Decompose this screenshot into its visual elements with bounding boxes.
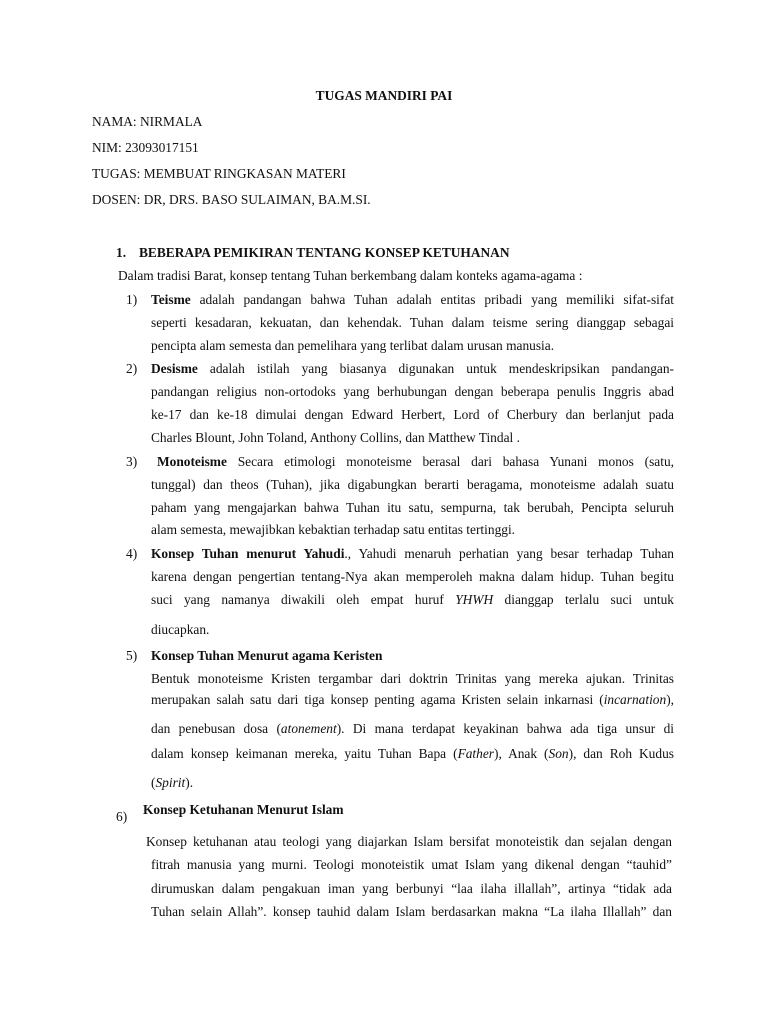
item-5-line-4 (151, 746, 674, 762)
item-2-number: 2) (126, 361, 138, 376)
document-title: TUGAS MANDIRI PAI (315, 88, 453, 103)
item-5-line-1: Bentuk monoteisme Kristen tergambar dari doktrin Trinitas yang mereka ajukan. Trinitas (151, 671, 674, 686)
item-6-line-3: dirumuskan dalam pengakuan iman yang berbunyi “laa ilaha illallah”, artinya “tidak ada (151, 881, 672, 896)
item-1-line-2: seperti kesadaran, kekuatan, dan kehendak. Tuhan dalam teisme sering dianggap sebagai (151, 315, 674, 330)
item-3-line-3: paham yang mengajarkan bahwa Tuhan itu satu, sempurna, tak berubah, Pencipta seluruh (151, 500, 674, 515)
item-2-text: adalah istilah yang biasanya digunakan untuk mendeskripsikan pandangan- (197, 361, 674, 376)
item-5-line-3-a: dan penebusan dosa ( (151, 721, 281, 736)
section-intro: Dalam tradisi Barat, konsep tentang Tuhan berkembang dalam konteks agama-agama : (118, 268, 583, 283)
item-1-number: 1) (126, 292, 138, 307)
item-6-line-1: Konsep ketuhanan atau teologi yang diajarkan Islam bersifat monoteistik dan sejalan dengan (146, 834, 672, 849)
item-3-line-2: tunggal) dan theos (Tuhan), jika digabungkan berarti beragama, monoteisme adalah suatu (151, 477, 674, 492)
item-4-line-2: karena dengan pengertian tentang-Nya akan memperoleh makna dalam hidup. Tuhan begitu (151, 569, 674, 584)
item-4-text: ., Yahudi menaruh perhatian yang besar terhadap Tuhan (344, 546, 674, 561)
item-5-line-4-a: dalam konsep keimanan mereka, yaitu Tuhan Bapa ( (151, 746, 458, 761)
item-4-term: Konsep Tuhan menurut Yahudi (151, 546, 345, 561)
item-4-line-3-c: dianggap terlalu suci untuk (493, 592, 675, 607)
section-heading: BEBERAPA PEMIKIRAN TENTANG KONSEP KETUHANAN (139, 245, 510, 260)
item-4-line-1 (151, 546, 674, 562)
nama-line: NAMA: NIRMALA (92, 114, 203, 129)
item-4-line-4: diucapkan. (151, 622, 210, 637)
item-5-line-2-a: merupakan salah satu dari tiga konsep penting agama Kristen selain inkarnasi ( (151, 692, 604, 707)
item-4-number: 4) (126, 546, 138, 561)
item-5-line-3 (151, 721, 674, 737)
item-3-line-4: alam semesta, mewajibkan kebaktian terhadap satu entitas tertinggi. (151, 522, 516, 537)
tugas-line: TUGAS: MEMBUAT RINGKASAN MATERI (92, 166, 346, 181)
item-1-text: adalah pandangan bahwa Tuhan adalah entitas pribadi yang memiliki sifat-sifat (190, 292, 674, 307)
item-1-term: Teisme (151, 292, 191, 307)
item-2-term: Desisme (151, 361, 198, 376)
item-5-son: Son (548, 746, 569, 761)
item-4-yhwh: YHWH (455, 592, 494, 607)
item-2-line-4: Charles Blount, John Toland, Anthony Collins, dan Matthew Tindal . (151, 430, 520, 445)
dosen-line: DOSEN: DR, DRS. BASO SULAIMAN, BA.M.SI. (92, 192, 371, 207)
item-5-heading: Konsep Tuhan Menurut agama Keristen (151, 648, 383, 663)
item-5-line-2 (151, 692, 674, 708)
item-6-number: 6) (116, 809, 128, 824)
item-5-line-4-c: ), Anak ( (494, 746, 549, 761)
item-6-line-2: fitrah manusia yang murni. Teologi monoteistik umat Islam yang dikenal dengan “tauhid” (151, 857, 672, 872)
nim-line: NIM: 23093017151 (92, 140, 199, 155)
item-5-atonement: atonement (280, 721, 337, 736)
item-5-number: 5) (126, 648, 138, 663)
item-1-line-3: pencipta alam semesta dan pemelihara yang terlibat dalam urusan manusia. (151, 338, 555, 353)
item-6-heading: Konsep Ketuhanan Menurut Islam (143, 802, 344, 817)
item-5-line-3-c: ). Di mana terdapat keyakinan bahwa ada tiga unsur di (336, 721, 674, 736)
item-5-line-5-a: ( (151, 775, 156, 790)
item-3-line-1 (157, 454, 674, 470)
item-3-number: 3) (126, 454, 138, 469)
item-5-line-2-c: ), (666, 692, 674, 707)
item-3-term: Monoteisme (157, 454, 227, 469)
item-5-line-5 (151, 775, 674, 791)
item-5-incarnation: incarnation (603, 692, 667, 707)
item-5-spirit: Spirit (155, 775, 186, 790)
item-6-line-4: Tuhan selain Allah”. konsep tauhid dalam Islam berdasarkan makna “La ilaha Illallah” dan (151, 904, 672, 919)
item-3-text: Secara etimologi monoteisme berasal dari bahasa Yunani monos (satu, (226, 454, 674, 469)
item-2-line-3: ke-17 dan ke-18 dimulai dengan Edward Herbert, Lord of Cherbury dan berlanjut pada (151, 407, 674, 422)
section-number: 1. (116, 245, 127, 260)
item-5-line-5-c: ). (185, 775, 194, 790)
item-4-line-3 (151, 592, 674, 608)
item-5-father: Father (457, 746, 495, 761)
item-1-line-1 (151, 292, 674, 308)
item-2-line-2: pandangan religius non-ortodoks yang berhubungan dengan beberapa penulis Inggris abad (151, 384, 674, 399)
item-5-line-4-e: ), dan Roh Kudus (568, 746, 674, 761)
item-4-line-3-a: suci yang namanya diwakili oleh empat huruf (151, 592, 456, 607)
item-2-line-1 (151, 361, 674, 377)
